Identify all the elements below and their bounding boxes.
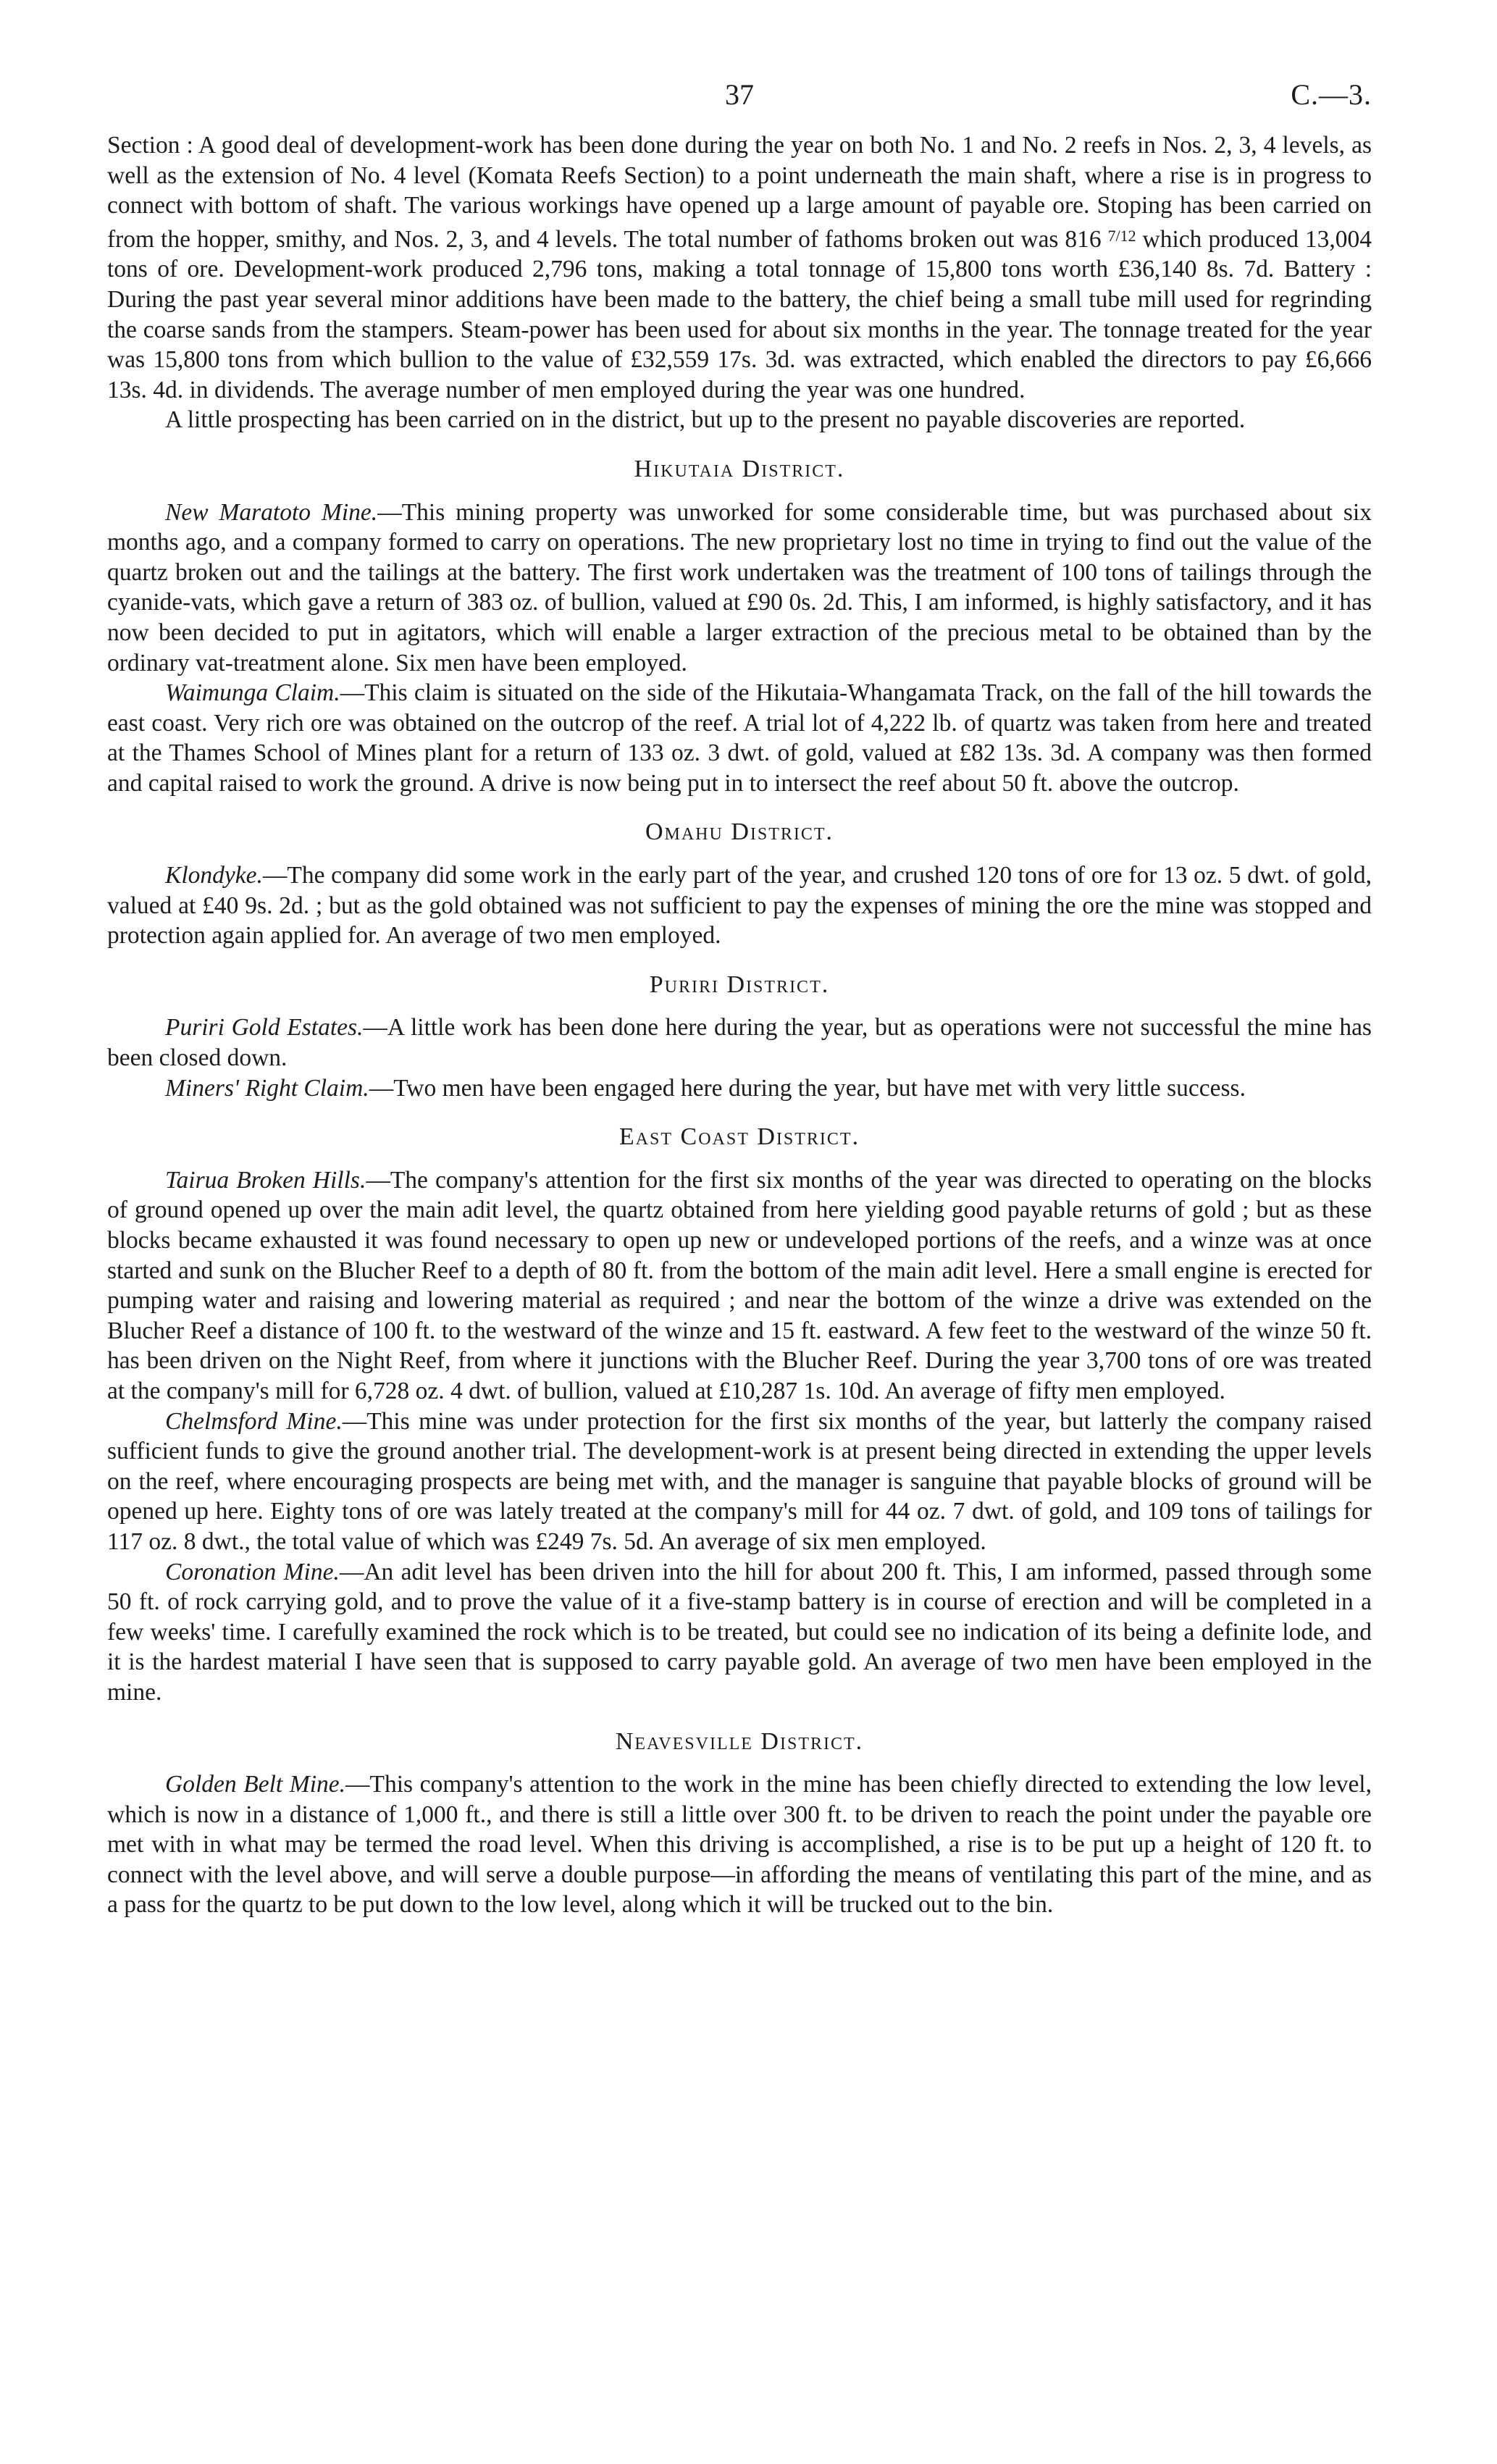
entry-paragraph	[107, 1013, 1372, 1073]
entry-title: Coronation Mine.	[165, 1558, 340, 1585]
entry-text: —This mine was under protection for the first six months of the year, but latterly the company raised sufficient funds to give the ground another trial. The development-work is at present being directed in extending the upper levels on the reef, where encouraging prospects are being met with, and the manager is sanguine that payable blocks of ground will be opened up here. Eighty tons of ore was lately treated at the company's mill for 44 oz. 7 dwt. of gold, and 109 tons of tailings for 117 oz. 8 dwt., the total value of which was £249 7s. 5d. An average of six men employed.	[107, 1407, 1372, 1555]
entry-text: —This company's attention to the work in the mine has been chiefly directed to extending the low level, which is now in a distance of 1,000 ft., and there is still a little over 300 ft. to be driven to reach the point under the payable ore met with in what may be termed the road level. When this driving is accomplished, a rise is to be put up a height of 120 ft. to connect with the level above, and will serve a double purpose—in affording the means of ventilating this part of the mine, and as a pass for the quartz to be put down to the low level, along which it will be trucked out to the bin.	[107, 1771, 1372, 1919]
entry-title: Miners' Right Claim.	[165, 1074, 369, 1102]
section-heading-omahu: Omahu District.	[645, 818, 834, 846]
entry-paragraph	[107, 1769, 1372, 1920]
entry-title: Klondyke.	[165, 862, 263, 889]
entry-text: —A little work has been done here during the year, but as operations were not successful the mine has been closed down.	[107, 1014, 1372, 1072]
entry-paragraph	[107, 1073, 1372, 1104]
intro-text-a: Section : A good deal of development-work has been done during the year on both No. 1 and No. 2 reefs in Nos. 2, 3, 4 levels, as well as the extension of No. 4 level (Komata Reefs Section) to a point underneath the main shaft, where a rise is in progress to connect with bottom of shaft. The various workings have opened up a large amount of payable ore. Stoping has been carried on from the hopper, smithy, and Nos. 2, 3, and 4 levels. The total number of fathoms broken out was 816	[107, 132, 1372, 253]
entry-paragraph	[107, 498, 1372, 679]
page-header	[107, 80, 1372, 130]
entry-title: Chelmsford Mine.	[165, 1407, 343, 1435]
entry-text: —This claim is situated on the side of the Hikutaia-Whangamata Track, on the fall of the hill towards the east coast. Very rich ore was obtained on the outcrop of the reef. A trial lot of 4,222 lb. of quartz was taken from here and treated at the Thames School of Mines plant for a return of 133 oz. 3 dwt. of gold, valued at £82 13s. 3d. A company was then formed and capital raised to work the ground. A drive is now being put in to intersect the reef about 50 ft. above the outcrop.	[107, 679, 1372, 797]
intro-paragraph	[107, 130, 1372, 405]
entry-paragraph	[107, 1165, 1372, 1407]
section-heading-puriri: Puriri District.	[649, 971, 830, 998]
entry-text: —Two men have been engaged here during the year, but have met with very little success.	[369, 1074, 1246, 1102]
fraction: 7/12	[1107, 226, 1136, 245]
section-heading-east-coast: East Coast District.	[618, 1123, 860, 1151]
document-page	[107, 80, 1372, 1920]
entry-title: Puriri Gold Estates.	[165, 1014, 364, 1042]
entry-paragraph	[107, 860, 1372, 951]
prospecting-paragraph: A little prospecting has been carried on in the district, but up to the present no payable discoveries are reported.	[165, 406, 1246, 434]
page-number: 37	[725, 78, 754, 111]
entry-paragraph	[107, 1407, 1372, 1557]
entry-text: —An adit level has been driven into the hill for about 200 ft. This, I am informed, passed through some 50 ft. of rock carrying gold, and to prove the value of it a five-stamp battery is in course of erection and will be completed in a few weeks' time. I carefully examined the rock which is to be treated, but could see no indication of its being a definite lode, and it is the hardest material I have seen that is supposed to carry payable gold. An average of two men have been employed in the mine.	[107, 1558, 1372, 1706]
entry-title: New Maratoto Mine.	[165, 498, 378, 526]
section-heading-hikutaia: Hikutaia District.	[634, 455, 845, 482]
section-heading-neavesville: Neavesville District.	[615, 1727, 864, 1755]
entry-text: —This mining property was unworked for some considerable time, but was purchased about six months ago, and a company formed to carry on operations. The new proprietary lost no time in trying to find out the value of the quartz broken out and the tailings at the battery. The first work undertaken was the treatment of 100 tons of tailings through the cyanide-vats, which gave a return of 383 oz. of bullion, valued at £90 0s. 2d. This, I am informed, is highly satisfactory, and it has now been decided to put in agitators, which will enable a larger extraction of the precious metal to be obtained than by the ordinary vat-treatment alone. Six men have been employed.	[107, 498, 1372, 676]
intro-text-b: which produced 13,004 tons of ore. Development-work produced 2,796 tons, making a total tonnage of 15,800 tons worth £36,140 8s. 7d. Battery : During the past year several minor additions have been made to the battery, the chief being a small tube mill used for regrinding the coarse sands from the stampers. Steam-power has been used for about six months in the year. The tonnage treated for the year was 15,800 tons from which bullion to the value of £32,559 17s. 3d. was extracted, which enabled the directors to pay £6,666 13s. 4d. in dividends. The average number of men employed during the year was one hundred.	[107, 225, 1372, 403]
entry-text: —The company did some work in the early part of the year, and crushed 120 tons of ore for 13 oz. 5 dwt. of gold, valued at £40 9s. 2d. ; but as the gold obtained was not sufficient to pay the expenses of mining the ore the mine was stopped and protection again applied for. An average of two men employed.	[107, 862, 1372, 950]
entry-title: Tairua Broken Hills.	[165, 1166, 366, 1194]
entry-paragraph	[107, 678, 1372, 798]
entry-title: Waimunga Claim.	[165, 679, 340, 707]
entry-paragraph	[107, 1557, 1372, 1708]
entry-title: Golden Belt Mine.	[165, 1771, 346, 1798]
entry-text: —The company's attention for the first six months of the year was directed to operating on the blocks of ground opened up over the main adit level, the quartz obtained from here yielding good payable returns of gold ; but as these blocks became exhausted it was found necessary to open up new or undeveloped portions of the reefs, and a winze was at once started and sunk on the Blucher Reef to a depth of 80 ft. from the bottom of the main adit level. Here a small engine is erected for pumping water and raising and lowering material as required ; and near the bottom of the winze a drive was extended on the Blucher Reef a distance of 100 ft. to the westward of the winze and 15 ft. eastward. A few feet to the westward of the winze 50 ft. has been driven on the Night Reef, from where it junctions with the Blucher Reef. During the year 3,700 tons of ore was treated at the company's mill for 6,728 oz. 4 dwt. of bullion, valued at £10,287 1s. 10d. An average of fifty men employed.	[107, 1166, 1372, 1404]
document-reference: C.—3.	[1291, 78, 1372, 111]
